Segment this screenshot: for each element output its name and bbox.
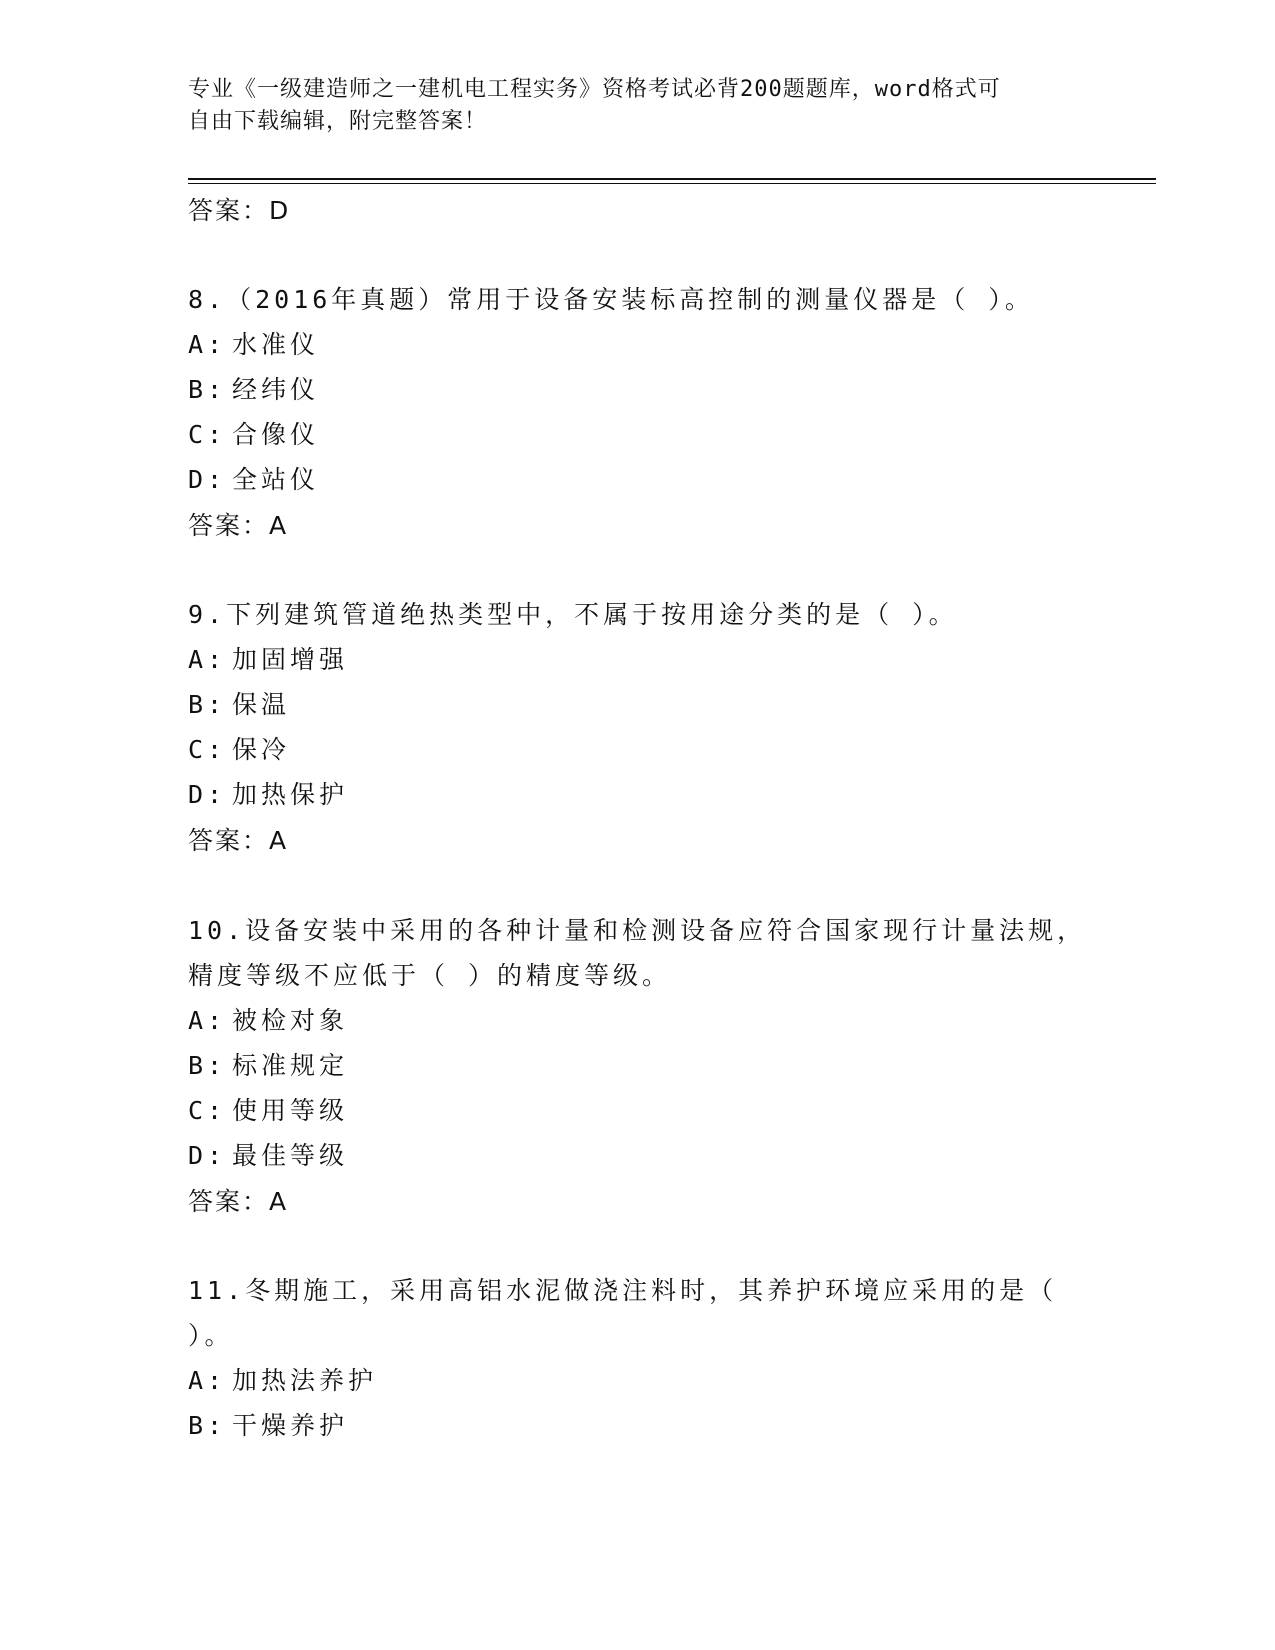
option-c — [188, 733, 290, 767]
question-stem-continued: ）。 — [188, 1321, 234, 1350]
option-a — [188, 1004, 348, 1038]
option-text: 最佳等级 — [232, 1141, 349, 1170]
answer-line: 答案：A — [188, 826, 289, 855]
option-letter: B: — [188, 1051, 227, 1080]
option-letter: A: — [188, 645, 227, 674]
option-text: 使用等级 — [232, 1096, 349, 1125]
option-letter: B: — [188, 375, 227, 404]
option-letter: C: — [188, 735, 227, 764]
option-text: 经纬仪 — [232, 375, 320, 404]
option-letter: A: — [188, 330, 227, 359]
header-divider — [188, 178, 1156, 180]
option-text: 被检对象 — [232, 1006, 349, 1035]
answer-line: 答案：A — [188, 1187, 289, 1216]
option-text: 干燥养护 — [232, 1411, 349, 1440]
option-a — [188, 328, 319, 362]
option-text: 全站仪 — [232, 465, 320, 494]
header-line-2: 自由下载编辑，附完整答案！ — [188, 109, 488, 134]
option-d — [188, 778, 348, 812]
option-letter: C: — [188, 420, 227, 449]
option-letter: A: — [188, 1366, 227, 1395]
option-a — [188, 1364, 377, 1398]
option-letter: C: — [188, 1096, 227, 1125]
question-stem: 11.冬期施工，采用高铝水泥做浇注料时，其养护环境应采用的是（ — [188, 1276, 1058, 1305]
answer-line: 答案：A — [188, 511, 289, 540]
option-d — [188, 463, 319, 497]
option-text: 加固增强 — [232, 645, 349, 674]
option-text: 水准仪 — [232, 330, 320, 359]
option-c — [188, 418, 319, 452]
option-letter: B: — [188, 1411, 227, 1440]
option-a — [188, 643, 348, 677]
option-b — [188, 1049, 348, 1083]
option-d — [188, 1139, 348, 1173]
question-stem: 10.设备安装中采用的各种计量和检测设备应符合国家现行计量法规， — [188, 916, 1087, 945]
option-c — [188, 1094, 348, 1128]
option-letter: B: — [188, 690, 227, 719]
question-stem-continued: 精度等级不应低于（ ）的精度等级。 — [188, 961, 672, 990]
option-letter: D: — [188, 465, 227, 494]
option-letter: D: — [188, 1141, 227, 1170]
option-letter: A: — [188, 1006, 227, 1035]
option-b — [188, 373, 319, 407]
question-stem: 8.（2016年真题）常用于设备安装标高控制的测量仪器是（ ）。 — [188, 285, 1034, 314]
option-text: 加热保护 — [232, 780, 349, 809]
header-line-1: 专业《一级建造师之一建机电工程实务》资格考试必背200题题库，word格式可 — [188, 77, 1001, 102]
option-text: 保温 — [232, 690, 291, 719]
option-b — [188, 688, 290, 722]
option-text: 保冷 — [232, 735, 291, 764]
document-header — [188, 74, 1068, 138]
header-divider-thin — [188, 183, 1156, 184]
answer-line: 答案：D — [188, 196, 291, 225]
option-text: 合像仪 — [232, 420, 320, 449]
option-b — [188, 1409, 348, 1443]
question-stem: 9.下列建筑管道绝热类型中，不属于按用途分类的是（ ）。 — [188, 600, 958, 629]
option-text: 加热法养护 — [232, 1366, 378, 1395]
option-letter: D: — [188, 780, 227, 809]
option-text: 标准规定 — [232, 1051, 349, 1080]
